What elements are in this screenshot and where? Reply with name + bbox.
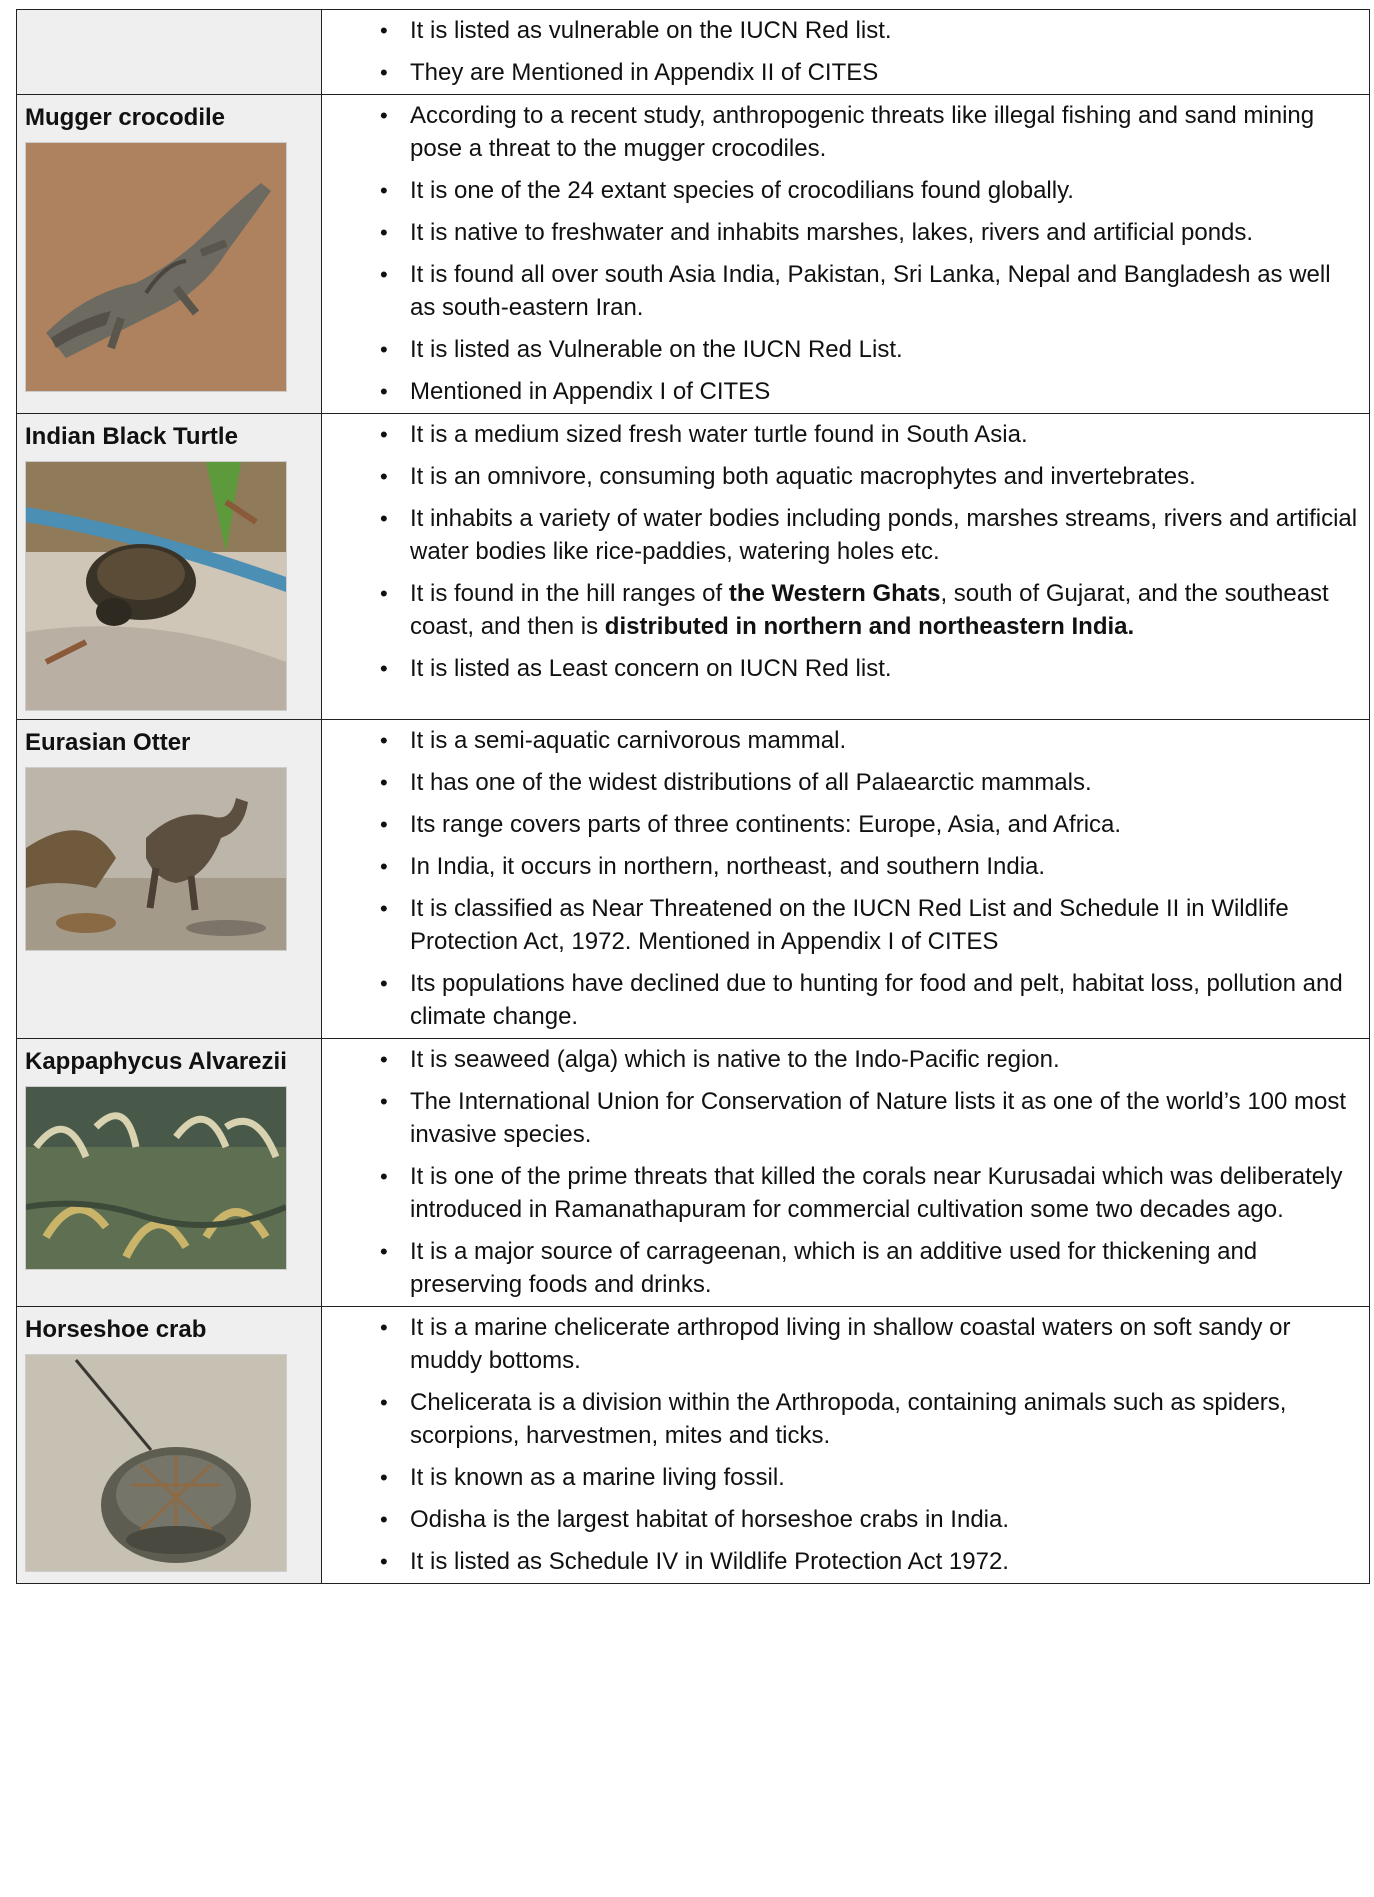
species-row xyxy=(17,1039,1370,1307)
fact-list xyxy=(322,95,1369,413)
species-name: Indian Black Turtle xyxy=(25,423,238,450)
bullet-icon: • xyxy=(380,728,388,753)
species-name-cell xyxy=(17,10,322,95)
fact-list xyxy=(322,720,1369,1038)
fact-item xyxy=(322,888,1369,963)
species-row xyxy=(17,720,1370,1039)
species-name: Mugger crocodile xyxy=(25,104,226,131)
species-row xyxy=(17,10,1370,95)
fact-item xyxy=(322,720,1369,762)
fact-item xyxy=(322,254,1369,329)
species-table-body xyxy=(17,10,1370,1584)
bullet-icon: • xyxy=(380,178,388,203)
bullet-icon: • xyxy=(380,896,388,921)
species-name: Eurasian Otter xyxy=(25,729,191,756)
fact-text: It is seaweed (alga) which is native to the Indo-Pacific region. xyxy=(410,1046,1060,1073)
fact-text: Its populations have declined due to hunting for food and pelt, habitat loss, pollution and climate change. xyxy=(410,970,1343,1030)
fact-item xyxy=(322,329,1369,371)
bullet-icon: • xyxy=(380,1164,388,1189)
fact-text: They are Mentioned in Appendix II of CITES xyxy=(410,59,879,86)
fact-text: In India, it occurs in northern, northeast, and southern India. xyxy=(410,853,1046,880)
fact-text: Odisha is the largest habitat of horseshoe crabs in India. xyxy=(410,1506,1010,1533)
fact-list xyxy=(322,414,1369,690)
fact-list xyxy=(322,10,1369,94)
bullet-icon: • xyxy=(380,379,388,404)
bullet-icon: • xyxy=(380,581,388,606)
fact-text: It is native to freshwater and inhabits marshes, lakes, rivers and artificial ponds. xyxy=(410,219,1254,246)
seaweed-photo xyxy=(25,1086,287,1270)
bullet-icon: • xyxy=(380,812,388,837)
fact-item xyxy=(322,846,1369,888)
species-facts-cell xyxy=(322,95,1370,414)
bullet-icon: • xyxy=(380,1390,388,1415)
species-table xyxy=(16,9,1370,1584)
species-name-cell xyxy=(17,414,322,720)
fact-item xyxy=(322,1541,1369,1583)
crocodile-photo xyxy=(25,142,287,392)
species-name-cell xyxy=(17,720,322,1039)
bullet-icon: • xyxy=(380,422,388,447)
species-row xyxy=(17,1307,1370,1584)
fact-item xyxy=(322,212,1369,254)
bullet-icon: • xyxy=(380,506,388,531)
bullet-icon: • xyxy=(380,262,388,287)
fact-item xyxy=(322,648,1369,690)
species-facts-cell xyxy=(322,720,1370,1039)
fact-item xyxy=(322,52,1369,94)
fact-item xyxy=(322,1382,1369,1457)
species-name: Horseshoe crab xyxy=(25,1316,207,1343)
species-name: Kappaphycus Alvarezii xyxy=(25,1048,287,1075)
species-row xyxy=(17,95,1370,414)
fact-list xyxy=(322,1307,1369,1583)
fact-item xyxy=(322,498,1369,573)
fact-item xyxy=(322,170,1369,212)
fact-text-bold: distributed in northern and northeastern India. xyxy=(604,613,1135,640)
species-facts-cell xyxy=(322,1307,1370,1584)
turtle-photo xyxy=(25,461,287,711)
fact-item xyxy=(322,804,1369,846)
bullet-icon: • xyxy=(380,1089,388,1114)
crab-photo xyxy=(25,1354,287,1572)
fact-item xyxy=(322,371,1369,413)
fact-text: It is listed as Vulnerable on the IUCN Red List. xyxy=(410,336,903,363)
bullet-icon: • xyxy=(380,770,388,795)
fact-list xyxy=(322,1039,1369,1306)
fact-text: It is listed as Schedule IV in Wildlife Protection Act 1972. xyxy=(410,1548,1009,1575)
fact-text: Mentioned in Appendix I of CITES xyxy=(410,378,771,405)
bullet-icon: • xyxy=(380,1549,388,1574)
species-facts-cell xyxy=(322,1039,1370,1307)
species-row xyxy=(17,414,1370,720)
fact-text: It has one of the widest distributions of all Palaearctic mammals. xyxy=(410,769,1092,796)
fact-item xyxy=(322,1457,1369,1499)
fact-text: It is a semi-aquatic carnivorous mammal. xyxy=(410,727,847,754)
fact-text: It is found all over south Asia India, Pakistan, Sri Lanka, Nepal and Bangladesh as well as south-eastern Iran. xyxy=(410,261,1331,321)
bullet-icon: • xyxy=(380,18,388,43)
species-facts-cell xyxy=(322,414,1370,720)
fact-item xyxy=(322,95,1369,170)
fact-item xyxy=(322,1307,1369,1382)
fact-item xyxy=(322,414,1369,456)
species-name-cell xyxy=(17,1307,322,1584)
bullet-icon: • xyxy=(380,464,388,489)
bullet-icon: • xyxy=(380,656,388,681)
bullet-icon: • xyxy=(380,1465,388,1490)
fact-item xyxy=(322,1081,1369,1156)
fact-text: Chelicerata is a division within the Arthropoda, containing animals such as spiders, scorpions, harvestmen, mites and ticks. xyxy=(410,1389,1287,1449)
fact-item xyxy=(322,1156,1369,1231)
fact-text: It is one of the 24 extant species of crocodilians found globally. xyxy=(410,177,1074,204)
bullet-icon: • xyxy=(380,103,388,128)
fact-text: It is a medium sized fresh water turtle found in South Asia. xyxy=(410,421,1028,448)
fact-item xyxy=(322,963,1369,1038)
fact-text: , south of Gujarat, and the southeast coast, and then is xyxy=(410,580,1329,640)
fact-text: It is listed as Least concern on IUCN Red list. xyxy=(410,655,892,682)
fact-text: It is one of the prime threats that killed the corals near Kurusadai which was deliberately introduced in Ramanathapuram for commercial cultivation some two decades ago. xyxy=(410,1163,1343,1223)
otter-photo xyxy=(25,767,287,951)
fact-item xyxy=(322,456,1369,498)
fact-text: It is classified as Near Threatened on the IUCN Red List and Schedule II in Wildlife Protection Act, 1972. Mentioned in Appendix I of CITES xyxy=(410,895,1289,955)
fact-text: It is listed as vulnerable on the IUCN Red list. xyxy=(410,17,892,44)
species-facts-cell xyxy=(322,10,1370,95)
fact-item xyxy=(322,762,1369,804)
fact-text: Its range covers parts of three continents: Europe, Asia, and Africa. xyxy=(410,811,1122,838)
bullet-icon: • xyxy=(380,60,388,85)
fact-item xyxy=(322,1039,1369,1081)
fact-text: The International Union for Conservation of Nature lists it as one of the world’s 100 most invasive species. xyxy=(410,1088,1347,1148)
fact-text: According to a recent study, anthropogenic threats like illegal fishing and sand mining pose a threat to the mugger crocodiles. xyxy=(410,102,1315,162)
bullet-icon: • xyxy=(380,1507,388,1532)
species-name-cell xyxy=(17,95,322,414)
bullet-icon: • xyxy=(380,854,388,879)
species-name-cell xyxy=(17,1039,322,1307)
fact-item xyxy=(322,1499,1369,1541)
fact-text: It is a major source of carrageenan, which is an additive used for thickening and preserving foods and drinks. xyxy=(410,1238,1258,1298)
fact-item xyxy=(322,10,1369,52)
bullet-icon: • xyxy=(380,1239,388,1264)
bullet-icon: • xyxy=(380,1047,388,1072)
bullet-icon: • xyxy=(380,1315,388,1340)
bullet-icon: • xyxy=(380,971,388,996)
fact-text: It is known as a marine living fossil. xyxy=(410,1464,785,1491)
fact-item xyxy=(322,1231,1369,1306)
fact-text: It is found in the hill ranges of xyxy=(410,580,729,607)
fact-text: It inhabits a variety of water bodies including ponds, marshes streams, rivers and artificial water bodies like rice-paddies, watering holes etc. xyxy=(410,505,1358,565)
fact-item xyxy=(322,573,1369,648)
fact-text-bold: the Western Ghats xyxy=(728,580,941,607)
bullet-icon: • xyxy=(380,337,388,362)
bullet-icon: • xyxy=(380,220,388,245)
fact-text: It is an omnivore, consuming both aquatic macrophytes and invertebrates. xyxy=(410,463,1196,490)
fact-text: It is a marine chelicerate arthropod living in shallow coastal waters on soft sandy or muddy bottoms. xyxy=(410,1314,1291,1374)
